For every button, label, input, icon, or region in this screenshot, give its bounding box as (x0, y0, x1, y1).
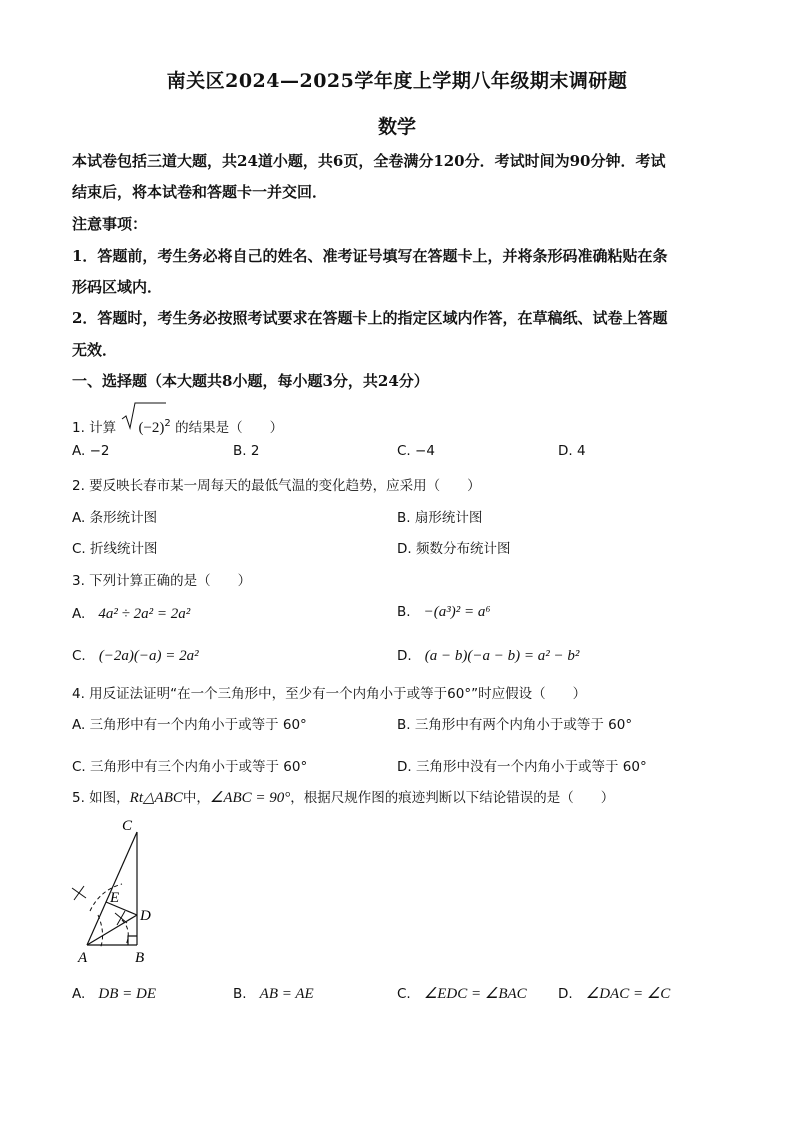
sqrt-sign-icon (120, 401, 171, 431)
label-b: B (135, 950, 145, 966)
q2-option-c: C. 折线统计图 (72, 541, 158, 557)
q5-stem-c: ，根据尺规作图的痕迹判断以下结论错误的是（ ） (290, 790, 615, 806)
q2-option-d: D. 频数分布统计图 (397, 541, 511, 557)
q5-option-b (233, 983, 314, 1003)
question-5-stem (72, 786, 614, 807)
q1-option-b: B. 2 (233, 443, 260, 459)
q1-option-a: A. −2 (72, 443, 110, 459)
q3-b-expr: −(a³)² = a⁶ (423, 604, 491, 620)
label-d: D (140, 908, 151, 924)
q5-a-label: A. (72, 986, 86, 1002)
construction-arc-2 (98, 915, 103, 949)
intro-line-2: 结束后，将本试卷和答题卡一并交回． (72, 183, 328, 201)
q3-option-b (397, 601, 491, 621)
question-4-stem: 4. 用反证法证明“在一个三角形中，至少有一个内角小于或等于60°”时应假设（ ） (72, 686, 587, 702)
q5-option-a (72, 983, 156, 1003)
segment-ad (87, 915, 137, 945)
section-heading: 一、选择题（本大题共8小题，每小题3分，共24分） (72, 372, 429, 390)
q1-sqrt (124, 418, 170, 437)
q3-option-d (397, 645, 579, 665)
q3-c-expr: (−2a)(−a) = 2a² (98, 648, 199, 664)
question-3-stem: 3. 下列计算正确的是（ ） (72, 573, 252, 589)
q3-b-label: B. (397, 604, 411, 620)
right-angle-mark (128, 936, 137, 945)
q3-a-label: A. (72, 606, 86, 622)
q3-d-label: D. (397, 648, 412, 664)
notice-item-1-line-1: 1．答题前，考生务必将自己的姓名、准考证号填写在答题卡上，并将条形码准确粘贴在条 (72, 247, 668, 265)
arc-cross-1b (74, 886, 84, 900)
q3-c-label: C. (72, 648, 86, 664)
q2-option-a: A. 条形统计图 (72, 510, 158, 526)
q5-a-expr: DB = DE (98, 986, 157, 1002)
page-title: 南关区2024—2025学年度上学期八年级期末调研题 (166, 70, 628, 92)
q1-prefix: 1. 计算 (72, 420, 117, 436)
notice-item-2-line-2: 无效． (72, 341, 118, 359)
q3-option-c (72, 645, 199, 665)
q3-d-expr: (a − b)(−a − b) = a² − b² (424, 648, 580, 664)
q5-stem-math-2: ∠ABC = 90° (209, 790, 291, 806)
q5-c-expr: ∠EDC = ∠BAC (423, 986, 527, 1002)
q1-exponent: 2 (164, 418, 171, 429)
label-a: A (78, 950, 88, 966)
side-ac (87, 832, 137, 945)
q4-option-c: C. 三角形中有三个内角小于或等于 60° (72, 759, 308, 775)
q5-option-c (397, 983, 527, 1003)
q4-option-a: A. 三角形中有一个内角小于或等于 60° (72, 717, 307, 733)
q5-stem-b: 中， (182, 790, 210, 806)
q5-c-label: C. (397, 986, 411, 1002)
subject-title: 数学 (377, 116, 416, 138)
q1-option-c: C. −4 (397, 443, 435, 459)
triangle-figure (60, 812, 180, 972)
label-e: E (110, 890, 120, 906)
q5-d-expr: ∠DAC = ∠C (585, 986, 671, 1002)
q5-option-d (558, 983, 670, 1003)
q1-option-d: D. 4 (558, 443, 586, 459)
q4-option-d: D. 三角形中没有一个内角小于或等于 60° (397, 759, 647, 775)
notice-item-1-line-2: 形码区域内． (72, 278, 163, 296)
q1-radicand: (−2) (138, 420, 165, 436)
question-2-stem: 2. 要反映长春市某一周每天的最低气温的变化趋势，应采用（ ） (72, 478, 481, 494)
label-c: C (122, 818, 133, 834)
q3-a-expr: 4a² ÷ 2a² = 2a² (98, 606, 191, 622)
q4-option-b: B. 三角形中有两个内角小于或等于 60° (397, 717, 633, 733)
q5-b-label: B. (233, 986, 247, 1002)
q5-stem-a: 5. 如图， (72, 790, 130, 806)
q5-b-expr: AB = AE (259, 986, 314, 1002)
notice-heading: 注意事项： (72, 215, 148, 233)
q2-option-b: B. 扇形统计图 (397, 510, 483, 526)
q1-suffix: 的结果是（ ） (175, 420, 284, 436)
question-1 (72, 416, 283, 437)
intro-line-1: 本试卷包括三道大题，共24道小题，共6页，全卷满分120分．考试时间为90分钟．考试 (72, 152, 666, 170)
q3-option-a (72, 603, 190, 623)
notice-item-2-line-1: 2．答题时，考生务必按照考试要求在答题卡上的指定区域内作答，在草稿纸、试卷上答题 (72, 309, 668, 327)
q5-stem-math-1: Rt△ABC (129, 790, 183, 806)
q5-d-label: D. (558, 986, 573, 1002)
